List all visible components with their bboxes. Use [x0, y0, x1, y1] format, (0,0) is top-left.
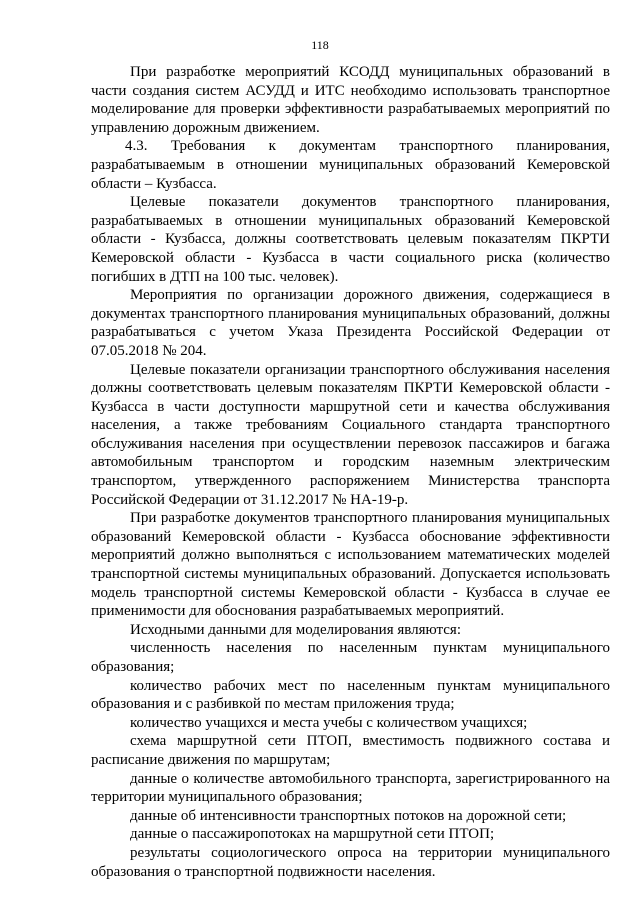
paragraph-modeling-justification: При разработке документов транспортного планирования муниципальных образований Кемеровской области - Кузбасса обоснование эффективности мероприятий должно выполняться с использованием математических моделей транспортной системы муниципальных образований. Допускается использовать модель транспортной системы Кемеровской области - Кузбасса в случае ее применимости для обоснования разрабатываемых мероприятий. [91, 510, 610, 620]
list-item-passenger-flows: данные о пассажиропотоках на маршрутной сети ПТОП; [130, 826, 495, 843]
paragraph-input-data-intro: Исходными данными для моделирования являются: [130, 621, 462, 638]
list-item-vehicle-count: данные о количестве автомобильного транспорта, зарегистрированного на территории муниципального образования; [91, 770, 610, 806]
section-heading-4-3: 4.3. Требования к документам транспортного планирования, разрабатываемым в отношении муниципальных образований Кемеровской области – Кузбасса. [91, 138, 610, 192]
paragraph-transport-service: Целевые показатели организации транспортного обслуживания населения должны соответствовать целевым показателям ПКРТИ Кемеровской области - Кузбасса в части доступности маршрутной сети и качества обслуживания населения, а также требованиям Социального стандарта транспортного обслуживания населения при осуществлении перевозок пассажиров и багажа автомобильным транспортом и городским наземным электрическим транспортом, утвержденного распоряжением Министерства транспорта Российской Федерации от 31.12.2017 № НА-19-р. [91, 361, 610, 508]
paragraph-target-indicators: Целевые показатели документов транспортного планирования, разрабатываемых в отношении муниципальных образований Кемеровской области - Кузбасса, должны соответствовать целевым показателям ПКРТИ Кемеровской области - Кузбасса в части социального риска (количество погибших в ДТП на 100 тыс. человек). [91, 194, 610, 285]
paragraph-asudd-its: При разработке мероприятий КСОДД муниципальных образований в части создания систем АСУДД и ИТС необходимо использовать транспортное моделирование для проверки эффективности разрабатываемых мероприятий по управлению дорожным движением. [91, 64, 610, 136]
list-item-survey-results: результаты социологического опроса на территории муниципального образования о транспортной подвижности населения. [91, 844, 610, 880]
page-number: 118 [311, 38, 329, 52]
list-item-workplaces: количество рабочих мест по населенным пунктам муниципального образования и с разбивкой по местам приложения труда; [91, 677, 610, 713]
paragraph-traffic-measures: Мероприятия по организации дорожного движения, содержащиеся в документах транспортного планирования муниципальных образований, должны разрабатываться с учетом Указа Президента Российской Федерации от 07.05.2018 № 204. [91, 287, 610, 359]
list-item-traffic-intensity: данные об интенсивности транспортных потоков на дорожной сети; [130, 807, 567, 824]
list-item-population: численность населения по населенным пунктам муниципального образования; [91, 640, 610, 675]
list-item-students: количество учащихся и места учебы с количеством учащихся; [130, 714, 528, 731]
list-item-route-scheme: схема маршрутной сети ПТОП, вместимость подвижного состава и расписание движения по маршрутам; [91, 733, 610, 768]
page-body [91, 63, 610, 881]
